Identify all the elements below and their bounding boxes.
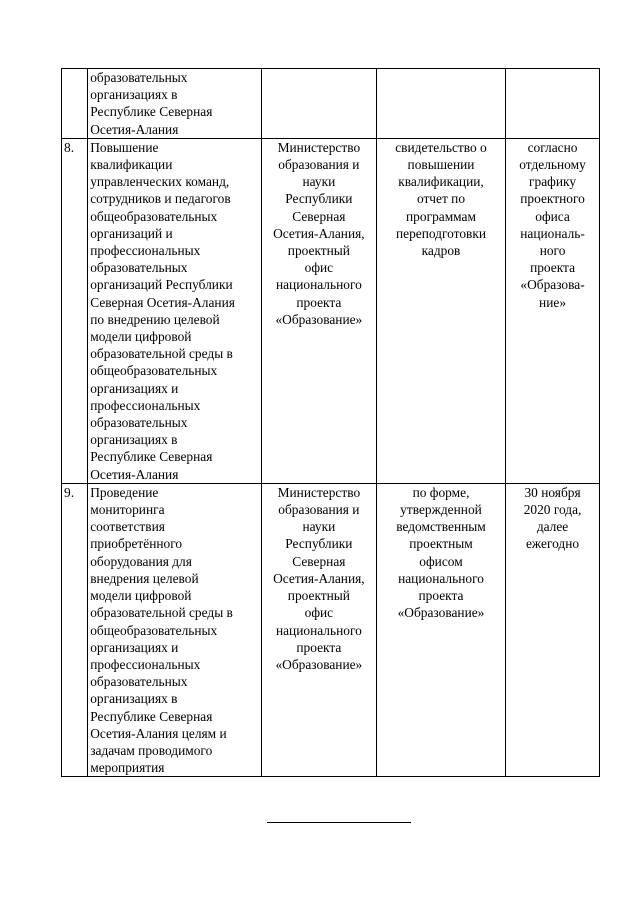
deadline-cell: [506, 483, 600, 776]
cell-text-line: «Образова-: [520, 277, 585, 293]
cell-text-line: Республике Северная: [90, 449, 213, 465]
row-number-cell: [62, 138, 88, 483]
cell-text-line: организаций и: [90, 225, 173, 241]
cell-text-line: квалификации,: [398, 174, 484, 190]
cell-text-line: национального: [275, 622, 362, 638]
measure-name-cell: [88, 483, 262, 776]
cell-text-line: профессиональных: [90, 656, 201, 672]
cell-text-line: организациях в: [90, 691, 178, 707]
cell-text-line: организаций Республики: [90, 277, 233, 293]
cell-text-line: националь-: [520, 225, 585, 241]
cell-text-line: ного: [539, 243, 566, 259]
cell-text-line: отдельному: [519, 157, 586, 173]
cell-text-line: утвержденной: [400, 502, 482, 518]
cell-text-line: Осетия-Алания: [90, 466, 179, 482]
cell-text-line: Повышение: [90, 139, 159, 155]
cell-text-line: науки: [302, 174, 336, 190]
cell-text-line: проекта: [296, 639, 342, 655]
cell-text-line: Осетия-Алания,: [273, 570, 365, 586]
cell-text-line: ежегодно: [525, 536, 580, 552]
responsible-cell: [261, 138, 376, 483]
cell-text-line: мероприятия: [90, 760, 165, 776]
cell-text-line: далее: [536, 519, 569, 535]
cell-text-line: Министерство: [277, 139, 361, 155]
cell-text-line: 2020 года,: [523, 502, 582, 518]
cell-text-line: согласно: [527, 139, 578, 155]
deadline-cell: [506, 69, 600, 139]
cell-text-line: Осетия-Алания,: [273, 225, 365, 241]
cell-text-line: модели цифровой: [90, 329, 192, 345]
cell-text-line: программам: [406, 208, 476, 224]
measure-name-cell: [88, 138, 262, 483]
cell-text-line: науки: [302, 519, 336, 535]
cell-text-line: Проведение: [90, 484, 159, 500]
cell-text-line: Северная Осетия-Алания: [90, 294, 235, 310]
cell-text-line: ведомственным: [396, 519, 486, 535]
cell-text-line: офиса: [535, 208, 570, 224]
cell-text-line: общеобразовательных: [90, 363, 218, 379]
cell-text-line: организациях и: [90, 380, 179, 396]
cell-text-line: повышении: [407, 157, 475, 173]
cell-text-line: офис: [304, 605, 334, 621]
cell-text-line: «Образование»: [397, 605, 485, 621]
cell-text-line: квалификации: [90, 157, 173, 173]
cell-text-line: приобретённого: [90, 536, 183, 552]
cell-text-line: общеобразовательных: [90, 208, 218, 224]
cell-text-line: оборудования для: [90, 553, 192, 569]
cell-text-line: образовательной среды в: [90, 605, 233, 621]
cell-text-line: общеобразовательных: [90, 622, 218, 638]
closing-rule: [267, 822, 411, 823]
plan-table: [61, 68, 600, 777]
cell-text-line: внедрения целевой: [90, 570, 199, 586]
table-row: [62, 69, 600, 139]
cell-text-line: образования и: [278, 502, 360, 518]
cell-text-line: офис: [304, 260, 334, 276]
cell-text-line: задачам проводимого: [90, 742, 213, 758]
responsible-cell: [261, 69, 376, 139]
cell-text-line: управленческих команд,: [90, 174, 230, 190]
cell-text-line: организациях в: [90, 87, 178, 103]
cell-text-line: 30 ноября: [524, 484, 581, 500]
deadline-cell: [506, 138, 600, 483]
cell-text-line: модели цифровой: [90, 588, 192, 604]
cell-text-line: отчет по: [416, 191, 466, 207]
cell-text-line: проекта: [296, 294, 342, 310]
cell-text-line: проектный: [287, 243, 350, 259]
result-form-cell: [376, 138, 505, 483]
cell-text-line: образовательных: [90, 415, 188, 431]
cell-text-line: по внедрению целевой: [90, 311, 220, 327]
cell-text-line: образовательной среды в: [90, 346, 233, 362]
cell-text-line: Министерство: [277, 484, 361, 500]
cell-text-line: Северная: [292, 553, 346, 569]
result-form-cell: [376, 69, 505, 139]
cell-text-line: «Образование»: [275, 311, 363, 327]
cell-text-line: национального: [275, 277, 362, 293]
cell-text-line: свидетельство о: [395, 139, 487, 155]
row-number: 8.: [64, 139, 75, 155]
row-number-cell: [62, 483, 88, 776]
cell-text-line: профессиональных: [90, 397, 201, 413]
cell-text-line: «Образование»: [275, 656, 363, 672]
cell-text-line: национального: [398, 570, 484, 586]
cell-text-line: соответствия: [90, 519, 165, 535]
cell-text-line: проекта: [530, 260, 576, 276]
row-number-cell: [62, 69, 88, 139]
cell-text-line: переподготовки: [395, 225, 487, 241]
cell-text-line: образовательных: [90, 70, 188, 85]
cell-text-line: профессиональных: [90, 243, 201, 259]
cell-text-line: организациях и: [90, 639, 179, 655]
responsible-cell: [261, 483, 376, 776]
cell-text-line: проектный: [287, 588, 350, 604]
cell-text-line: образовательных: [90, 674, 188, 690]
cell-text-line: образования и: [278, 157, 360, 173]
cell-text-line: Осетия-Алания целям и: [90, 725, 227, 741]
cell-text-line: организациях в: [90, 432, 178, 448]
cell-text-line: Республике Северная: [90, 104, 213, 120]
cell-text-line: сотрудников и педагогов: [90, 191, 231, 207]
cell-text-line: Республике Северная: [90, 708, 213, 724]
cell-text-line: Республики: [285, 191, 353, 207]
cell-text-line: Северная: [292, 208, 346, 224]
table-row: [62, 138, 600, 483]
measure-name-cell: [88, 69, 262, 139]
cell-text-line: проектным: [409, 536, 473, 552]
cell-text-line: образовательных: [90, 260, 188, 276]
result-form-cell: [376, 483, 505, 776]
table-row: [62, 483, 600, 776]
cell-text-line: Осетия-Алания: [90, 121, 179, 137]
cell-text-line: кадров: [421, 243, 461, 259]
cell-text-line: Республики: [285, 536, 353, 552]
cell-text-line: ние»: [539, 294, 567, 310]
cell-text-line: мониторинга: [90, 502, 165, 518]
cell-text-line: графику: [529, 174, 577, 190]
cell-text-line: проекта: [418, 588, 464, 604]
cell-text-line: проектного: [520, 191, 585, 207]
cell-text-line: офисом: [419, 553, 463, 569]
cell-text-line: по форме,: [412, 484, 470, 500]
row-number: 9.: [64, 484, 75, 500]
table-body: [62, 69, 600, 777]
